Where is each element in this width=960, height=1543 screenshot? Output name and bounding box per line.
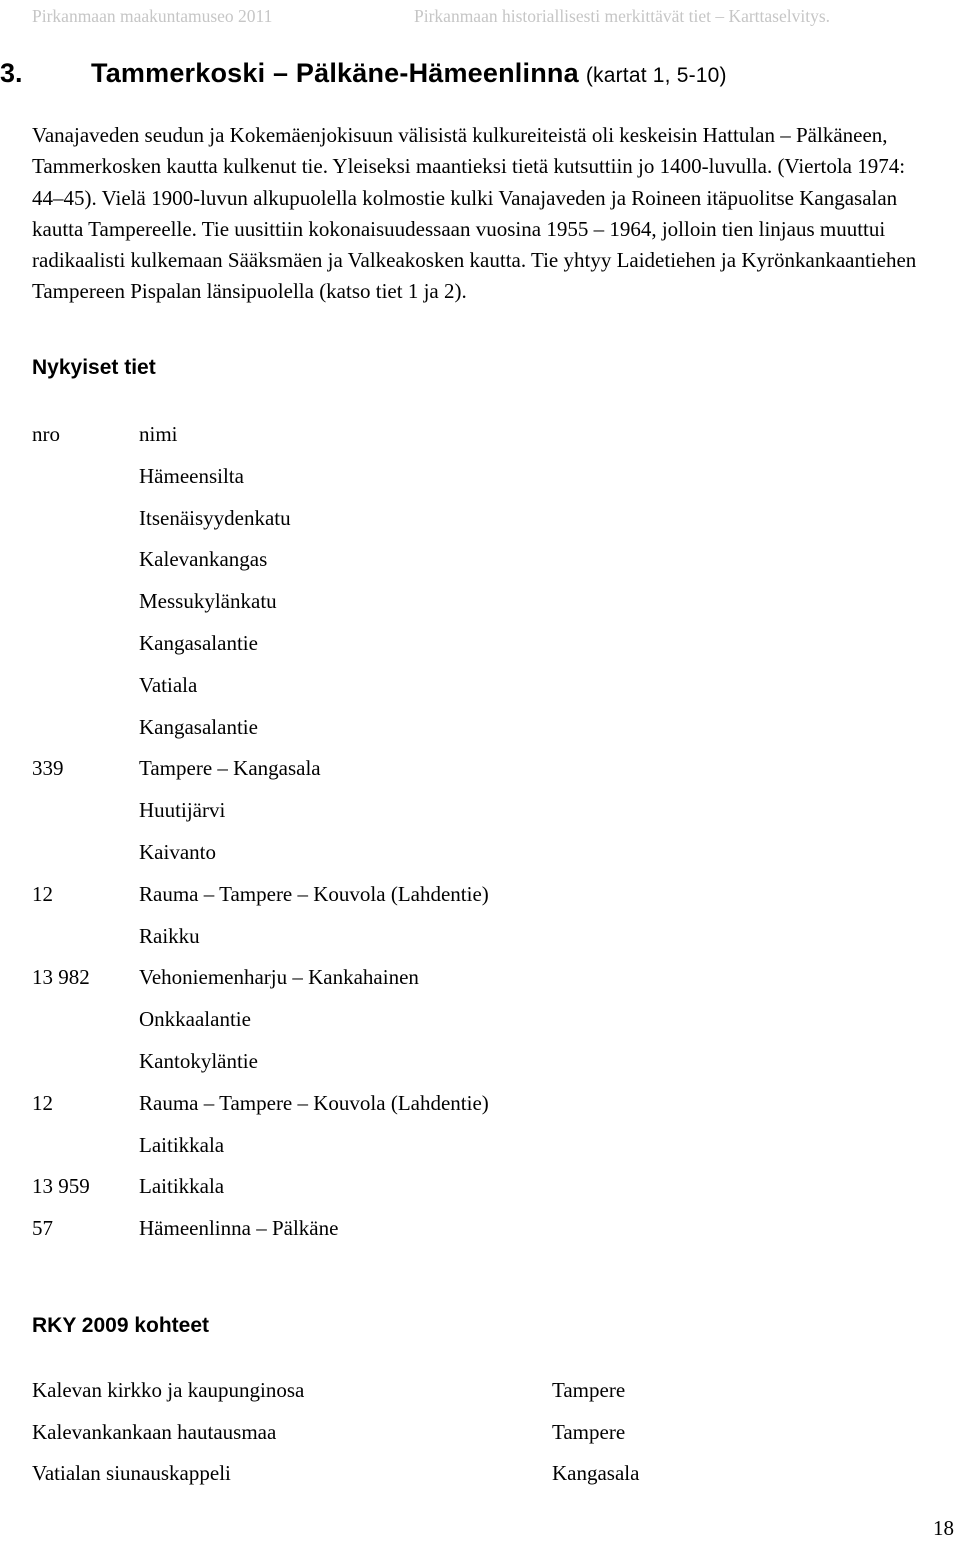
road-name: Kangasalantie [139, 714, 258, 739]
section-subtitle: (kartat 1, 5-10) [585, 64, 727, 87]
road-number: 12 [32, 1090, 53, 1115]
road-name: Itsenäisyydenkatu [139, 505, 291, 530]
table-row [32, 581, 732, 623]
page-number: 18 [933, 1516, 954, 1540]
table-row [32, 1166, 732, 1208]
road-name: Rauma – Tampere – Kouvola (Lahdentie) [139, 1090, 489, 1115]
road-number: 57 [32, 1216, 53, 1241]
road-number: 12 [32, 881, 53, 906]
road-name: Kantokyläntie [139, 1048, 258, 1073]
road-name: Kaivanto [139, 839, 216, 864]
table-row [32, 874, 732, 916]
road-number: 13 959 [32, 1174, 90, 1199]
table-row [32, 707, 732, 749]
table-row [32, 623, 732, 665]
section-title: Tammerkoski – Pälkäne-Hämeenlinna [91, 58, 579, 88]
table-row [32, 790, 732, 832]
rky-site: Vatialan siunauskappeli [32, 1461, 231, 1486]
road-name: Hämeensilta [139, 463, 244, 488]
table-row [32, 957, 732, 999]
table-row [32, 1208, 732, 1250]
header-publisher: Pirkanmaan maakuntamuseo 2011 [32, 6, 273, 26]
column-header-nro: nro [32, 422, 60, 446]
road-name: Huutijärvi [139, 798, 226, 823]
current-roads-table [32, 414, 732, 1250]
table-row [32, 1125, 732, 1167]
road-number: 339 [32, 756, 64, 781]
road-name: Messukylänkatu [139, 589, 277, 614]
rky-site: Kalevan kirkko ja kaupunginosa [32, 1378, 305, 1402]
section-title-wrap [91, 58, 727, 89]
column-header-nimi: nimi [139, 422, 178, 446]
current-roads-heading: Nykyiset tiet [32, 356, 156, 379]
intro-paragraph: Vanajaveden seudun ja Kokemäenjokisuun välisistä kulkureiteistä oli keskeisin Hattulan – Pälkäneen, Tammerkosken kautta kulkenut tie. Yleiseksi maantieksi tietä kutsuttiin jo 1400-luvulla. (Viertola 1974: 44–45). Vielä 1900-luvun alkupuolella kolmostie kulki Vanajaveden ja Roineen itäpuolitse Kangasalan kautta Tampereelle. Tie uusittiin kokonaisuudessaan vuosina 1955 – 1964, jolloin tien linjaus muuttui radikaalisti kulkemaan Sääksmäen ja Valkeakosken kautta. Tie yhtyy Laidetiehen ja Kyrönkankaantiehen Tampereen Pispalan länsipuolella (katso tiet 1 ja 2). [32, 123, 917, 304]
table-row [32, 999, 732, 1041]
table-header-row [32, 414, 732, 456]
road-name: Raikku [139, 923, 200, 948]
road-name: Onkkaalantie [139, 1007, 251, 1032]
road-name: Kalevankangas [139, 547, 268, 572]
rky-municipality: Kangasala [552, 1461, 640, 1486]
table-row [32, 456, 732, 498]
road-name: Rauma – Tampere – Kouvola (Lahdentie) [139, 881, 489, 906]
rky-municipality: Tampere [552, 1378, 626, 1402]
table-row [32, 748, 732, 790]
rky-heading: RKY 2009 kohteet [32, 1314, 210, 1337]
road-name: Laitikkala [139, 1132, 225, 1157]
table-row [32, 1083, 732, 1125]
road-name: Vatiala [139, 672, 198, 697]
table-row [32, 539, 732, 581]
table-row [32, 665, 732, 707]
rky-municipality: Tampere [552, 1419, 626, 1444]
road-name: Tampere – Kangasala [139, 756, 321, 781]
rky-table [32, 1370, 832, 1495]
header-report-title: Pirkanmaan historiallisesti merkittävät tiet – Karttaselvitys. [414, 6, 831, 26]
road-number: 13 982 [32, 965, 90, 990]
road-name: Hämeenlinna – Pälkäne [139, 1216, 339, 1241]
table-row [32, 1453, 832, 1495]
table-row [32, 916, 732, 958]
table-row [32, 832, 732, 874]
rky-site: Kalevankankaan hautausmaa [32, 1419, 277, 1444]
table-row [32, 1370, 832, 1412]
table-row [32, 1041, 732, 1083]
table-row [32, 498, 732, 540]
road-name: Kangasalantie [139, 630, 258, 655]
table-row [32, 1412, 832, 1454]
section-number: 3. [0, 58, 23, 88]
road-name: Vehoniemenharju – Kankahainen [139, 965, 419, 990]
road-name: Laitikkala [139, 1174, 225, 1199]
